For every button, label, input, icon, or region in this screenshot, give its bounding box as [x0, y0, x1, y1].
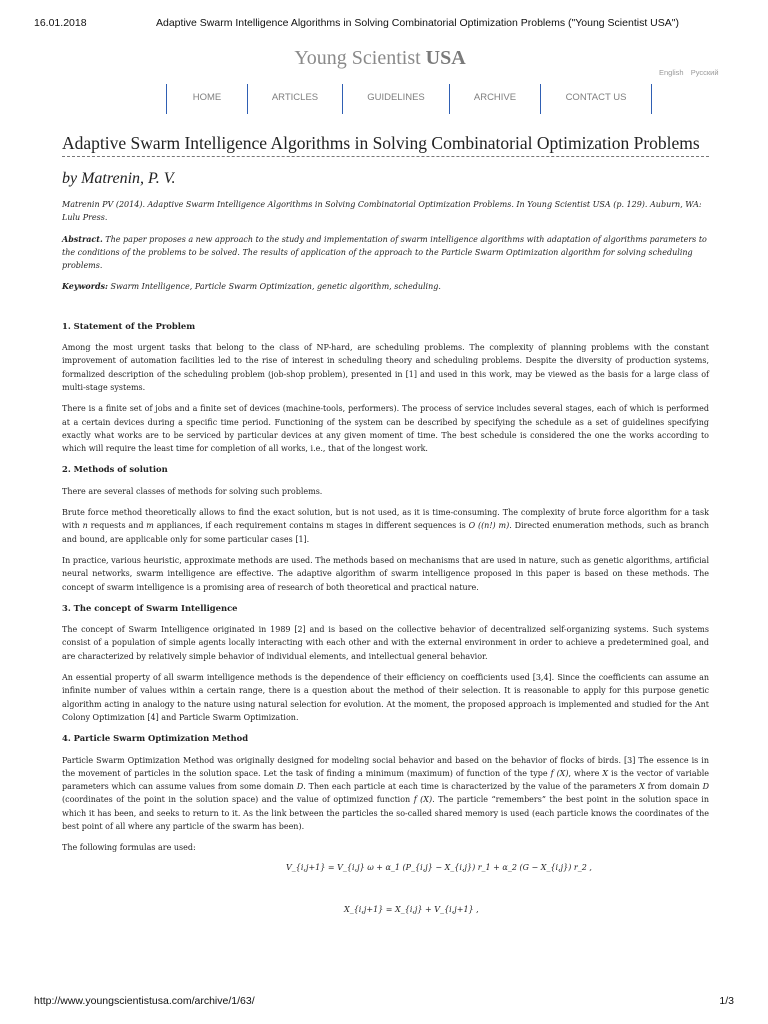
section-heading: 2. Methods of solution [62, 464, 168, 475]
nav-contact-us[interactable]: CONTACT US [565, 92, 627, 103]
math-var: O ((n!) m) [468, 521, 510, 531]
article-abstract [62, 233, 709, 273]
article-byline: by Matrenin, P. V. [62, 170, 176, 187]
main-nav [166, 84, 652, 114]
text-run: . The particle “remembers” the best point in the solution space in which it has been, and seeks to return to it. As the link between the particles the so-called shared memory is used (each particle knows the coordinates of the best point of all where any particle of the swarm has been). [62, 795, 709, 831]
abstract-text: The paper proposes a new approach to the study and implementation of swarm intelligence algorithms with adaptation of algorithms parameters to the conditions of the problems to be solved. The results of application of the approach to the Particle Swarm Optimization algorithm for solving scheduling problems. [62, 234, 707, 271]
paragraph: Among the most urgent tasks that belong to the class of NP-hard, are scheduling problems. The complexity of planning problems with the constant improvement of automation facilities led to the rise of interest in scheduling theory and scheduling problems. Despite the diversity of production systems, formalized description of the scheduling problem (job-shop problem), presented in [1] and used in this work, may be viewed as the basis for a large class of multi-stage systems. [62, 343, 709, 392]
paragraph [62, 506, 709, 546]
article-citation: Matrenin PV (2014). Adaptive Swarm Intelligence Algorithms in Solving Combinatorial Optimization Problems. In Young Scientist USA (p. 129). Auburn, WA: Lulu Press. [62, 200, 702, 223]
nav-articles[interactable]: ARTICLES [271, 92, 319, 103]
print-page-number: 1/3 [719, 995, 734, 1007]
math-var: X [602, 768, 609, 778]
print-url: http://www.youngscientistusa.com/archive/1/63/ [34, 995, 255, 1007]
math-var: f (X) [550, 768, 569, 778]
text-run: Particle Swarm Optimization Method was originally designed for modeling social behavior and based on the behavior of flocks of birds. [3] The essence is in the movement of particles in the solution space. Let the task of finding a minimum (maximum) of function of the type [62, 755, 709, 778]
paragraph: The following formulas are used: [62, 843, 196, 853]
text-run: . Directed enumeration methods, such as branch and bound, are applicable only for some particular cases [1]. [62, 521, 709, 544]
formula-velocity: V_{i,j+1} = V_{i,j} ω + α_1 (P_{i,j} − X_{i,j}) r_1 + α_2 (G − X_{i,j}) r_2 , [286, 862, 592, 872]
paragraph: There is a finite set of jobs and a finite set of devices (machine-tools, performers). The process of service includes several stages, each of which is performed at a certain devices during a specific time period. Functioning of the system can be described by specifying the schedule as a set of guidelines specifying exactly what works are to be serviced by particular devices at any given moment of time. The best schedule is considered the one the works according to which will require the least time for completion of all works, i.e., that of the longest work. [62, 404, 709, 454]
article-title: Adaptive Swarm Intelligence Algorithms in Solving Combinatorial Optimization Problems [62, 134, 709, 157]
paragraph [62, 754, 709, 834]
text-run: requests and [87, 521, 147, 531]
nav-guidelines[interactable]: GUIDELINES [367, 92, 425, 103]
article [62, 134, 709, 914]
text-run: from domain [644, 782, 703, 792]
keywords-text: Swarm Intelligence, Particle Swarm Optimization, genetic algorithm, scheduling. [108, 282, 441, 292]
formula-position: X_{i,j+1} = X_{i,j} + V_{i,j+1} , [344, 904, 479, 914]
math-var: X [639, 782, 645, 792]
math-var: D [702, 782, 709, 792]
text-run: appliances, if each requirement contains m stages in different sequences is [153, 521, 469, 531]
paragraph: There are several classes of methods for solving such problems. [62, 486, 323, 496]
language-russian[interactable]: Русский [690, 68, 719, 77]
section-heading: 3. The concept of Swarm Intelligence [62, 602, 238, 613]
math-var: n [82, 521, 88, 531]
site-logo-bold: USA [425, 47, 466, 69]
text-run: Brute force method theoretically allows to find the exact solution, but is not used, as it is time-consuming. The complexity of brute force algorithm for a task with [62, 508, 709, 531]
text-run: , where [568, 768, 603, 778]
print-date: 16.01.2018 [34, 17, 87, 29]
nav-archive[interactable]: ARCHIVE [473, 92, 517, 103]
print-doc-title: Adaptive Swarm Intelligence Algorithms in Solving Combinatorial Optimization Problems ("Young Scientist USA") [156, 17, 679, 29]
math-var: m [146, 521, 154, 531]
nav-divider [651, 84, 652, 114]
site-logo[interactable] [0, 47, 760, 70]
paragraph: An essential property of all swarm intelligence methods is the dependence of their efficiency on coefficients used [3,4]. Since the coefficients can assume an infinite number of values within a certain range, there is a question about the method of their selection. It is reasonable to apply for this purpose genetic algorithm acting in analogy to the nature using natural selection for evolution. At the moment, the proposed approach is implemented and studied for the Ant Colony Optimization [4] and Particle Swarm Optimization. [62, 673, 709, 722]
section-heading: 4. Particle Swarm Optimization Method [62, 733, 249, 744]
article-keywords [62, 280, 709, 293]
math-var: f (X) [413, 795, 433, 805]
text-run: . Then each particle at each time is characterized by the value of the parameters [303, 782, 640, 792]
text-run: is the vector of variable parameters which can assume values from some domain [62, 768, 710, 792]
nav-home[interactable]: HOME [192, 92, 222, 103]
section-heading: 1. Statement of the Problem [62, 320, 196, 331]
text-run: (coordinates of the point in the solution space) and the value of optimized function [62, 795, 414, 805]
language-english[interactable]: English [659, 68, 684, 77]
site-logo-regular: Young Scientist [294, 47, 426, 69]
math-var: D [296, 782, 304, 792]
abstract-label: Abstract. [62, 233, 103, 244]
paragraph: In practice, various heuristic, approximate methods are used. The methods based on mechanisms that are used in nature, such as genetic algorithms, artificial neural networks, swarm intelligence are effective. The adaptive algorithm of swarm intelligence proposed in this paper is based on these methods. The concept of swarm intelligence is a promising area of research of both theoretical and practical nature. [62, 555, 709, 592]
language-switcher [659, 68, 724, 77]
keywords-label: Keywords: [62, 281, 109, 292]
paragraph: The concept of Swarm Intelligence originated in 1989 [2] and is based on the collective behavior of decentralized self-organizing systems. Such systems consist of a population of simple agents locally interacting with each other and with the external environment in order to achieve a predetermined goal, and are characterized by relatively simple behavior of individual elements, and intellectual general behavior. [62, 625, 709, 661]
